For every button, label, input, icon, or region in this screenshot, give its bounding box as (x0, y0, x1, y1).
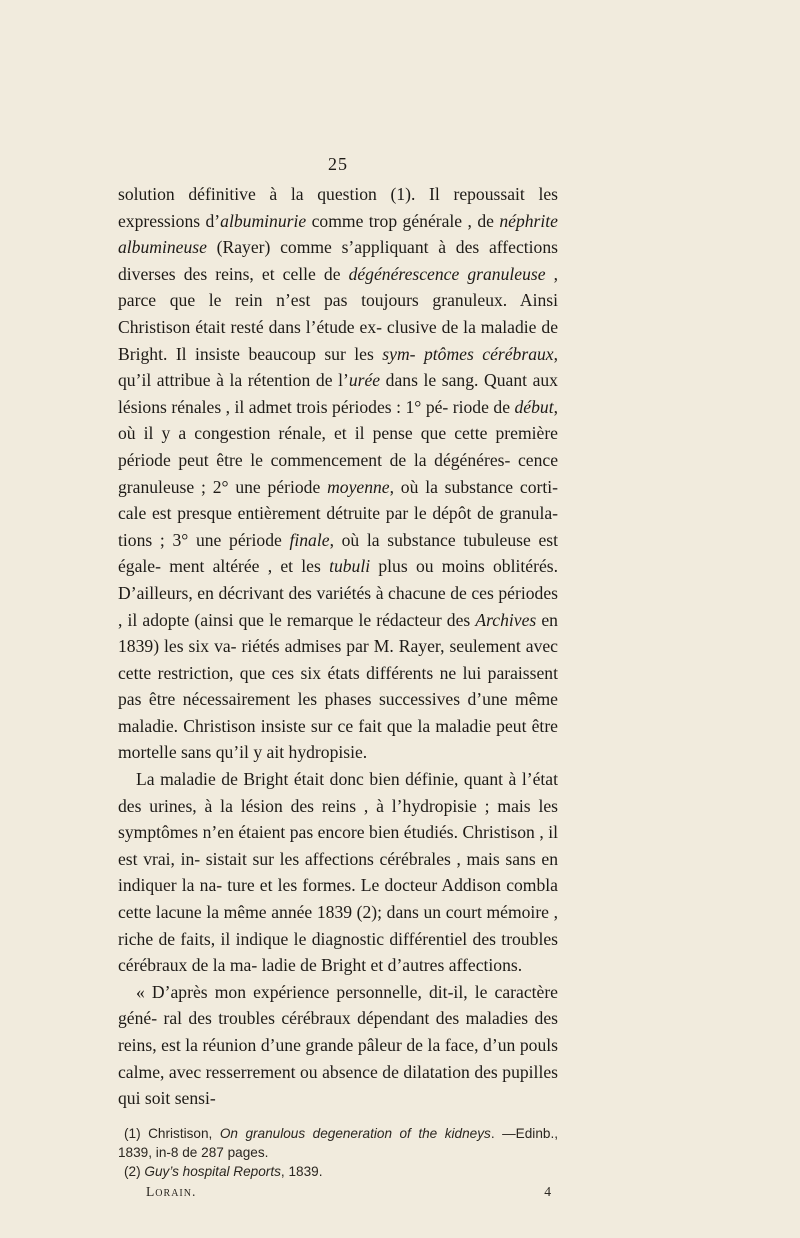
paragraph (118, 979, 558, 1112)
body-text (118, 181, 558, 1112)
italic-text: sym- ptômes cérébraux (382, 343, 554, 364)
text-run: , où la substance tubuleuse est égale- ment altérée , et les (118, 529, 558, 577)
italic-text: urée (348, 370, 381, 391)
footnote (118, 1162, 558, 1181)
text-run: « D’après mon expérience personnelle, dit-il, le caractère géné- ral des troubles cérébraux dépendant des maladies des reins, est la réunion d’une grande pâleur de la face, d’un pouls calme, avec resserrement ou absence de dilatation des pupilles qui soit sensi- (118, 981, 558, 1109)
page-content (118, 154, 558, 1201)
italic-text: Guy’s hospital Reports (144, 1163, 281, 1179)
italic-text: albuminurie (220, 210, 307, 231)
text-run: (Rayer) comme s’appliquant à des affections diverses des reins, et celle de (118, 237, 558, 284)
text-run: , où il y a congestion rénale, et il pense que cette première période peut être le commencement de la dégénéres- cence granuleuse ; 2° une période (118, 396, 558, 497)
footnotes (118, 1124, 558, 1201)
italic-text: moyenne (327, 476, 390, 497)
text-run: plus ou moins oblitérés. D’ailleurs, en décrivant des variétés à chacune de ces périodes , il adopte (ainsi que le remarque le rédacteur des (118, 556, 558, 630)
text-run: , 1839. (280, 1163, 323, 1179)
text-run: . —Edinb., 1839, in-8 de 287 pages. (118, 1125, 558, 1160)
footnote (118, 1124, 558, 1162)
italic-text: dégénérescence granuleuse (348, 263, 546, 284)
italic-text: On granulous degeneration of the kidneys (219, 1125, 491, 1141)
paragraph (118, 181, 558, 766)
signature-line (118, 1182, 558, 1201)
italic-text: Archives (475, 609, 537, 630)
text-run: en 1839) les six va- riétés admises par M. Rayer, seulement avec cette restriction, que ces six états différents ne lui paraissent pas être nécessairement les phases successives d’une même maladie. Christison insiste sur ce fait que la maladie peut être mortelle sans qu’il y ait hydropisie. (118, 609, 558, 763)
text-run: (2) (124, 1163, 145, 1179)
text-run: La maladie de Bright était donc bien définie, quant à l’état des urines, à la lésion des reins , à l’hydropisie ; mais les symptômes n’en étaient pas encore bien étudiés. Christison , il est vrai, in- sistait sur les affections cérébrales , mais sans en indiquer la na- ture et les formes. Le docteur Addison combla cette lacune la même année 1839 (2); dans un court mémoire , riche de faits, il indique le diagnostic différentiel des troubles cérébraux de la ma- ladie de Bright et d’autres affections. (118, 769, 558, 976)
italic-text: finale (289, 529, 330, 550)
signature-sheet-number: 4 (544, 1183, 552, 1199)
italic-text: début (514, 396, 554, 417)
text-run: comme trop générale , de (306, 210, 500, 231)
text-run: , qu’il attribue à la rétention de l’ (118, 343, 559, 391)
text-run: , parce que le rein n’est pas toujours granuleux. Ainsi Christison était resté dans l’étude ex- clusive de la maladie de Bright. Il insiste beaucoup sur les (118, 263, 558, 364)
page-number: 25 (328, 154, 348, 174)
text-run: dans le sang. Quant aux lésions rénales , il admet trois périodes : 1° pé- riode de (118, 370, 558, 417)
text-run: (1) Christison, (124, 1125, 220, 1141)
italic-text: néphrite albumineuse (118, 210, 558, 258)
paragraph (118, 766, 558, 979)
signature-author: Lorain. (146, 1183, 197, 1199)
italic-text: tubuli (329, 556, 371, 577)
text-run: , où la substance corti- cale est presque entièrement détruite par le dépôt de granula- tions ; 3° une période (118, 476, 558, 550)
text-run: solution définitive à la question (1). Il repoussait les expressions d’ (118, 184, 558, 231)
